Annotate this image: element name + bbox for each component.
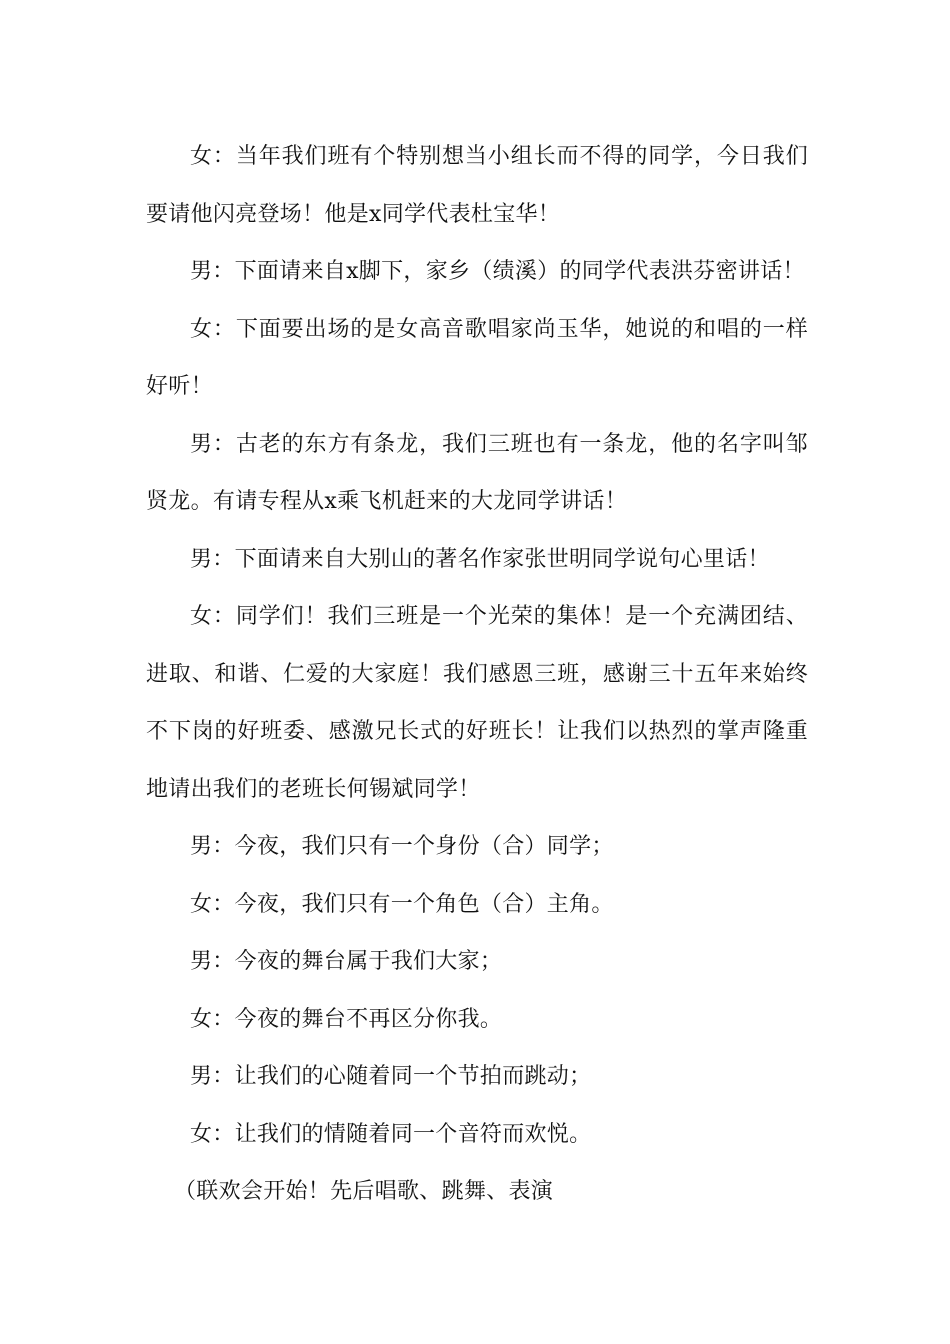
paragraph-12: 女：让我们的情随着同一个音符而欢悦。 [190,1121,592,1147]
paragraph-3: 女：下面要出场的是女高音歌唱家尚玉华，她说的和唱的一样好听！ [146,316,808,399]
paragraph-9: 男：今夜的舞台属于我们大家； [190,949,503,974]
paragraph-5: 男：下面请来自大别山的著名作家张世明同学说句心里话！ [190,546,770,572]
paragraph-7: 男：今夜，我们只有一个身份（合）同学； [190,834,614,859]
paragraph-1: 女：当年我们班有个特别想当小组长而不得的同学，今日我们要请他闪亮登场！他是x同学代表杜宝华！ [146,144,808,227]
paragraph-8: 女：今夜，我们只有一个角色（合）主角。 [190,891,614,917]
document-body [146,128,808,1221]
paragraph-2: 男：下面请来自x脚下，家乡（绩溪）的同学代表洪芬密讲话！ [190,259,805,284]
paragraph-10: 女：今夜的舞台不再区分你我。 [190,1006,503,1032]
paragraph-4: 男：古老的东方有条龙，我们三班也有一条龙，他的名字叫邹贤龙。有请专程从x乘飞机赶来的大龙同学讲话！ [146,431,808,514]
paragraph-13: （联欢会开始！先后唱歌、跳舞、表演 [174,1179,554,1204]
paragraph-6: 女：同学们！我们三班是一个光荣的集体！是一个充满团结、进取、和谐、仁爱的大家庭！我们感恩三班，感谢三十五年来始终不下岗的好班委、感激兄长式的好班长！让我们以热烈的掌声隆重地请出我们的老班长何锡斌同学！ [146,604,808,802]
paragraph-11: 男：让我们的心随着同一个节拍而跳动； [190,1064,592,1089]
